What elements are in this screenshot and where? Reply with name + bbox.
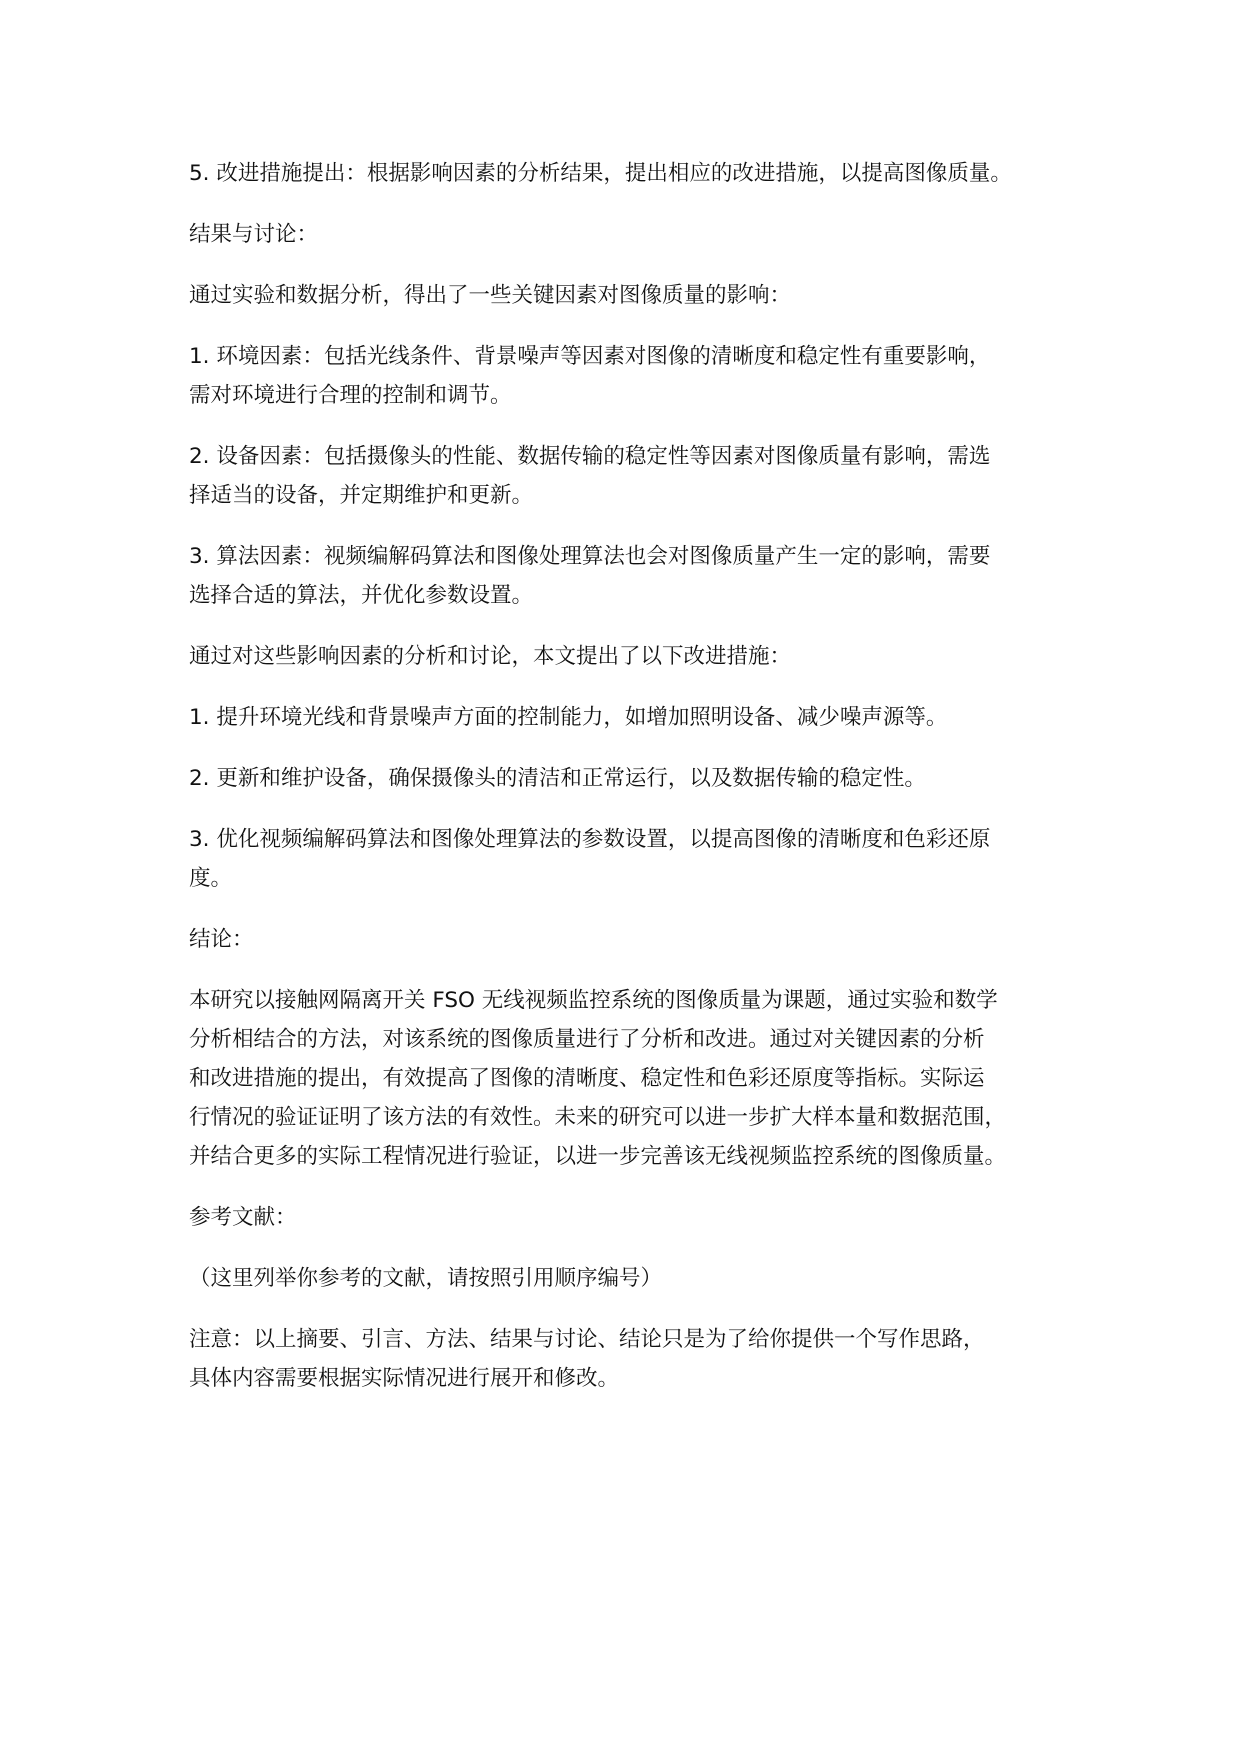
text-line: 2. 更新和维护设备，确保摄像头的清洁和正常运行，以及数据传输的稳定性。: [189, 766, 926, 791]
results-intro-paragraph: [189, 276, 1079, 315]
conclusion-heading: [189, 920, 1079, 959]
text-line: 结论：: [189, 927, 254, 952]
text-line: 通过实验和数据分析，得出了一些关键因素对图像质量的影响：: [189, 283, 792, 308]
text-line: 1. 环境因素：包括光线条件、背景噪声等因素对图像的清晰度和稳定性有重要影响，: [189, 344, 991, 369]
text-line: 和改进措施的提出，有效提高了图像的清晰度、稳定性和色彩还原度等指标。实际运: [189, 1066, 985, 1091]
text-line: 行情况的验证证明了该方法的有效性。未来的研究可以进一步扩大样本量和数据范围，: [189, 1105, 1007, 1130]
text-line: 5. 改进措施提出：根据影响因素的分析结果，提出相应的改进措施，以提高图像质量。: [189, 161, 1012, 186]
measure-1-paragraph: [189, 698, 1079, 737]
text-line: 注意：以上摘要、引言、方法、结果与讨论、结论只是为了给你提供一个写作思路，: [189, 1327, 985, 1352]
references-placeholder: [189, 1259, 1079, 1298]
factor-2-paragraph: [189, 437, 1079, 515]
results-heading: [189, 215, 1079, 254]
measure-3-paragraph: [189, 820, 1079, 898]
text-line: 具体内容需要根据实际情况进行展开和修改。: [189, 1366, 620, 1391]
conclusion-paragraph: [189, 981, 1079, 1176]
text-line: 选择合适的算法，并优化参数设置。: [189, 583, 534, 608]
text-line: 参考文献：: [189, 1205, 297, 1230]
text-line: 1. 提升环境光线和背景噪声方面的控制能力，如增加照明设备、减少噪声源等。: [189, 705, 948, 730]
text-line: 度。: [189, 866, 233, 891]
step-5-paragraph: [189, 154, 1079, 193]
text-line: 3. 优化视频编解码算法和图像处理算法的参数设置，以提高图像的清晰度和色彩还原: [189, 827, 991, 852]
measures-intro-paragraph: [189, 637, 1079, 676]
text-line: 2. 设备因素：包括摄像头的性能、数据传输的稳定性等因素对图像质量有影响，需选: [189, 444, 991, 469]
references-heading: [189, 1198, 1079, 1237]
text-line: 需对环境进行合理的控制和调节。: [189, 383, 512, 408]
text-line: 分析相结合的方法，对该系统的图像质量进行了分析和改进。通过对关键因素的分析: [189, 1027, 985, 1052]
document-body: [189, 154, 1079, 1420]
text-line: 结果与讨论：: [189, 222, 319, 247]
text-line: 3. 算法因素：视频编解码算法和图像处理算法也会对图像质量产生一定的影响，需要: [189, 544, 991, 569]
factor-1-paragraph: [189, 337, 1079, 415]
text-line: 本研究以接触网隔离开关 FSO 无线视频监控系统的图像质量为课题，通过实验和数学: [189, 988, 998, 1013]
measure-2-paragraph: [189, 759, 1079, 798]
text-line: 通过对这些影响因素的分析和讨论，本文提出了以下改进措施：: [189, 644, 792, 669]
factor-3-paragraph: [189, 537, 1079, 615]
text-line: 择适当的设备，并定期维护和更新。: [189, 483, 534, 508]
text-line: 并结合更多的实际工程情况进行验证，以进一步完善该无线视频监控系统的图像质量。: [189, 1144, 1007, 1169]
note-paragraph: [189, 1320, 1079, 1398]
text-line: （这里列举你参考的文献，请按照引用顺序编号）: [189, 1266, 663, 1291]
